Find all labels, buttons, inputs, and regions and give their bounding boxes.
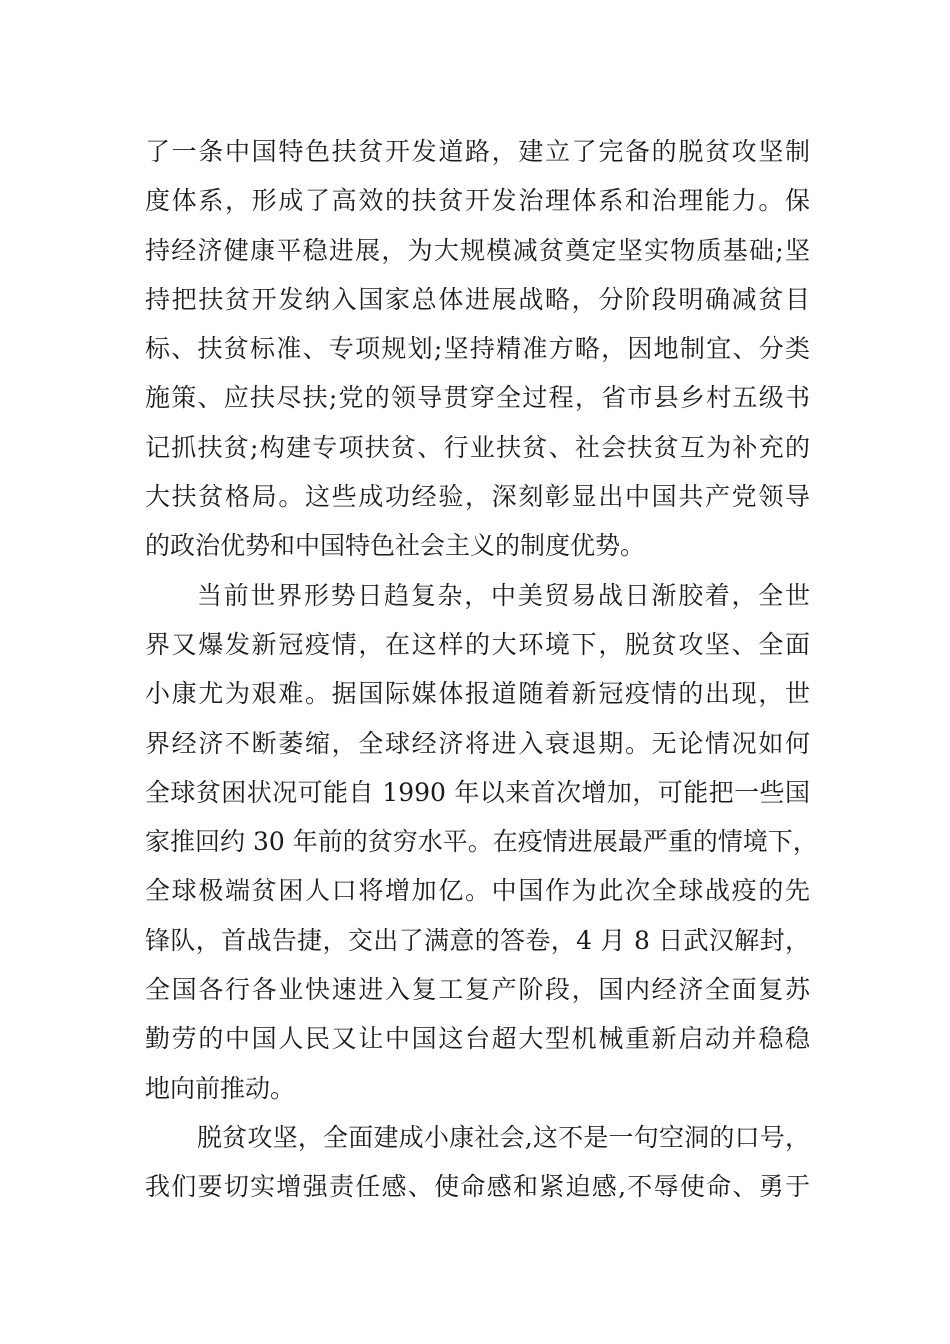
text-line: 标、扶贫标准、专项规划;坚持精准方略，因地制宜、分类 bbox=[145, 334, 810, 364]
text-line: 地向前推动。 bbox=[145, 1073, 296, 1103]
text-line: 全球极端贫困人口将增加亿。中国作为此次全球战疫的先 bbox=[145, 876, 810, 906]
text-line: 界经济不断萎缩，全球经济将进入衰退期。无论情况如何 bbox=[145, 728, 810, 758]
text-line: 记抓扶贫;构建专项扶贫、行业扶贫、社会扶贫互为补充的 bbox=[145, 432, 810, 462]
text-line: 大扶贫格局。这些成功经验，深刻彰显出中国共产党领导 bbox=[145, 482, 810, 512]
text-line: 的政治优势和中国特色社会主义的制度优势。 bbox=[145, 531, 646, 561]
text-line: 全国各行各业快速进入复工复产阶段，国内经济全面复苏 bbox=[145, 975, 810, 1005]
text-line: 持把扶贫开发纳入国家总体进展战略，分阶段明确减贫目 bbox=[145, 284, 810, 314]
text-line: 了一条中国特色扶贫开发道路，建立了完备的脱贫攻坚制 bbox=[145, 137, 810, 166]
body-text bbox=[145, 127, 818, 1212]
paragraph-first-line: 当前世界形势日趋复杂，中美贸易战日渐胶着，全世 bbox=[197, 580, 810, 610]
text-line: 界又爆发新冠疫情，在这样的大环境下，脱贫攻坚、全面 bbox=[145, 629, 810, 659]
paragraph-first-line: 脱贫攻坚，全面建成小康社会,这不是一句空洞的口号， bbox=[197, 1122, 810, 1152]
text-line: 施策、应扶尽扶;党的领导贯穿全过程，省市县乡村五级书 bbox=[145, 383, 810, 413]
text-line: 持经济健康平稳进展，为大规模减贫奠定坚实物质基础;坚 bbox=[145, 235, 810, 265]
text-line: 度体系，形成了高效的扶贫开发治理体系和治理能力。保 bbox=[145, 186, 810, 216]
text-line: 我们要切实增强责任感、使命感和紧迫感,不辱使命、勇于 bbox=[145, 1172, 810, 1202]
text-line: 全球贫困状况可能自 1990 年以来首次增加，可能把一些国 bbox=[145, 777, 810, 807]
text-line: 锋队，首战告捷，交出了满意的答卷，4 月 8 日武汉解封， bbox=[145, 925, 810, 955]
text-line: 小康尤为艰难。据国际媒体报道随着新冠疫情的出现，世 bbox=[145, 679, 810, 709]
text-line: 家推回约 30 年前的贫穷水平。在疫情进展最严重的情境下， bbox=[145, 827, 818, 857]
text-line: 勤劳的中国人民又让中国这台超大型机械重新启动并稳稳 bbox=[145, 1024, 810, 1054]
